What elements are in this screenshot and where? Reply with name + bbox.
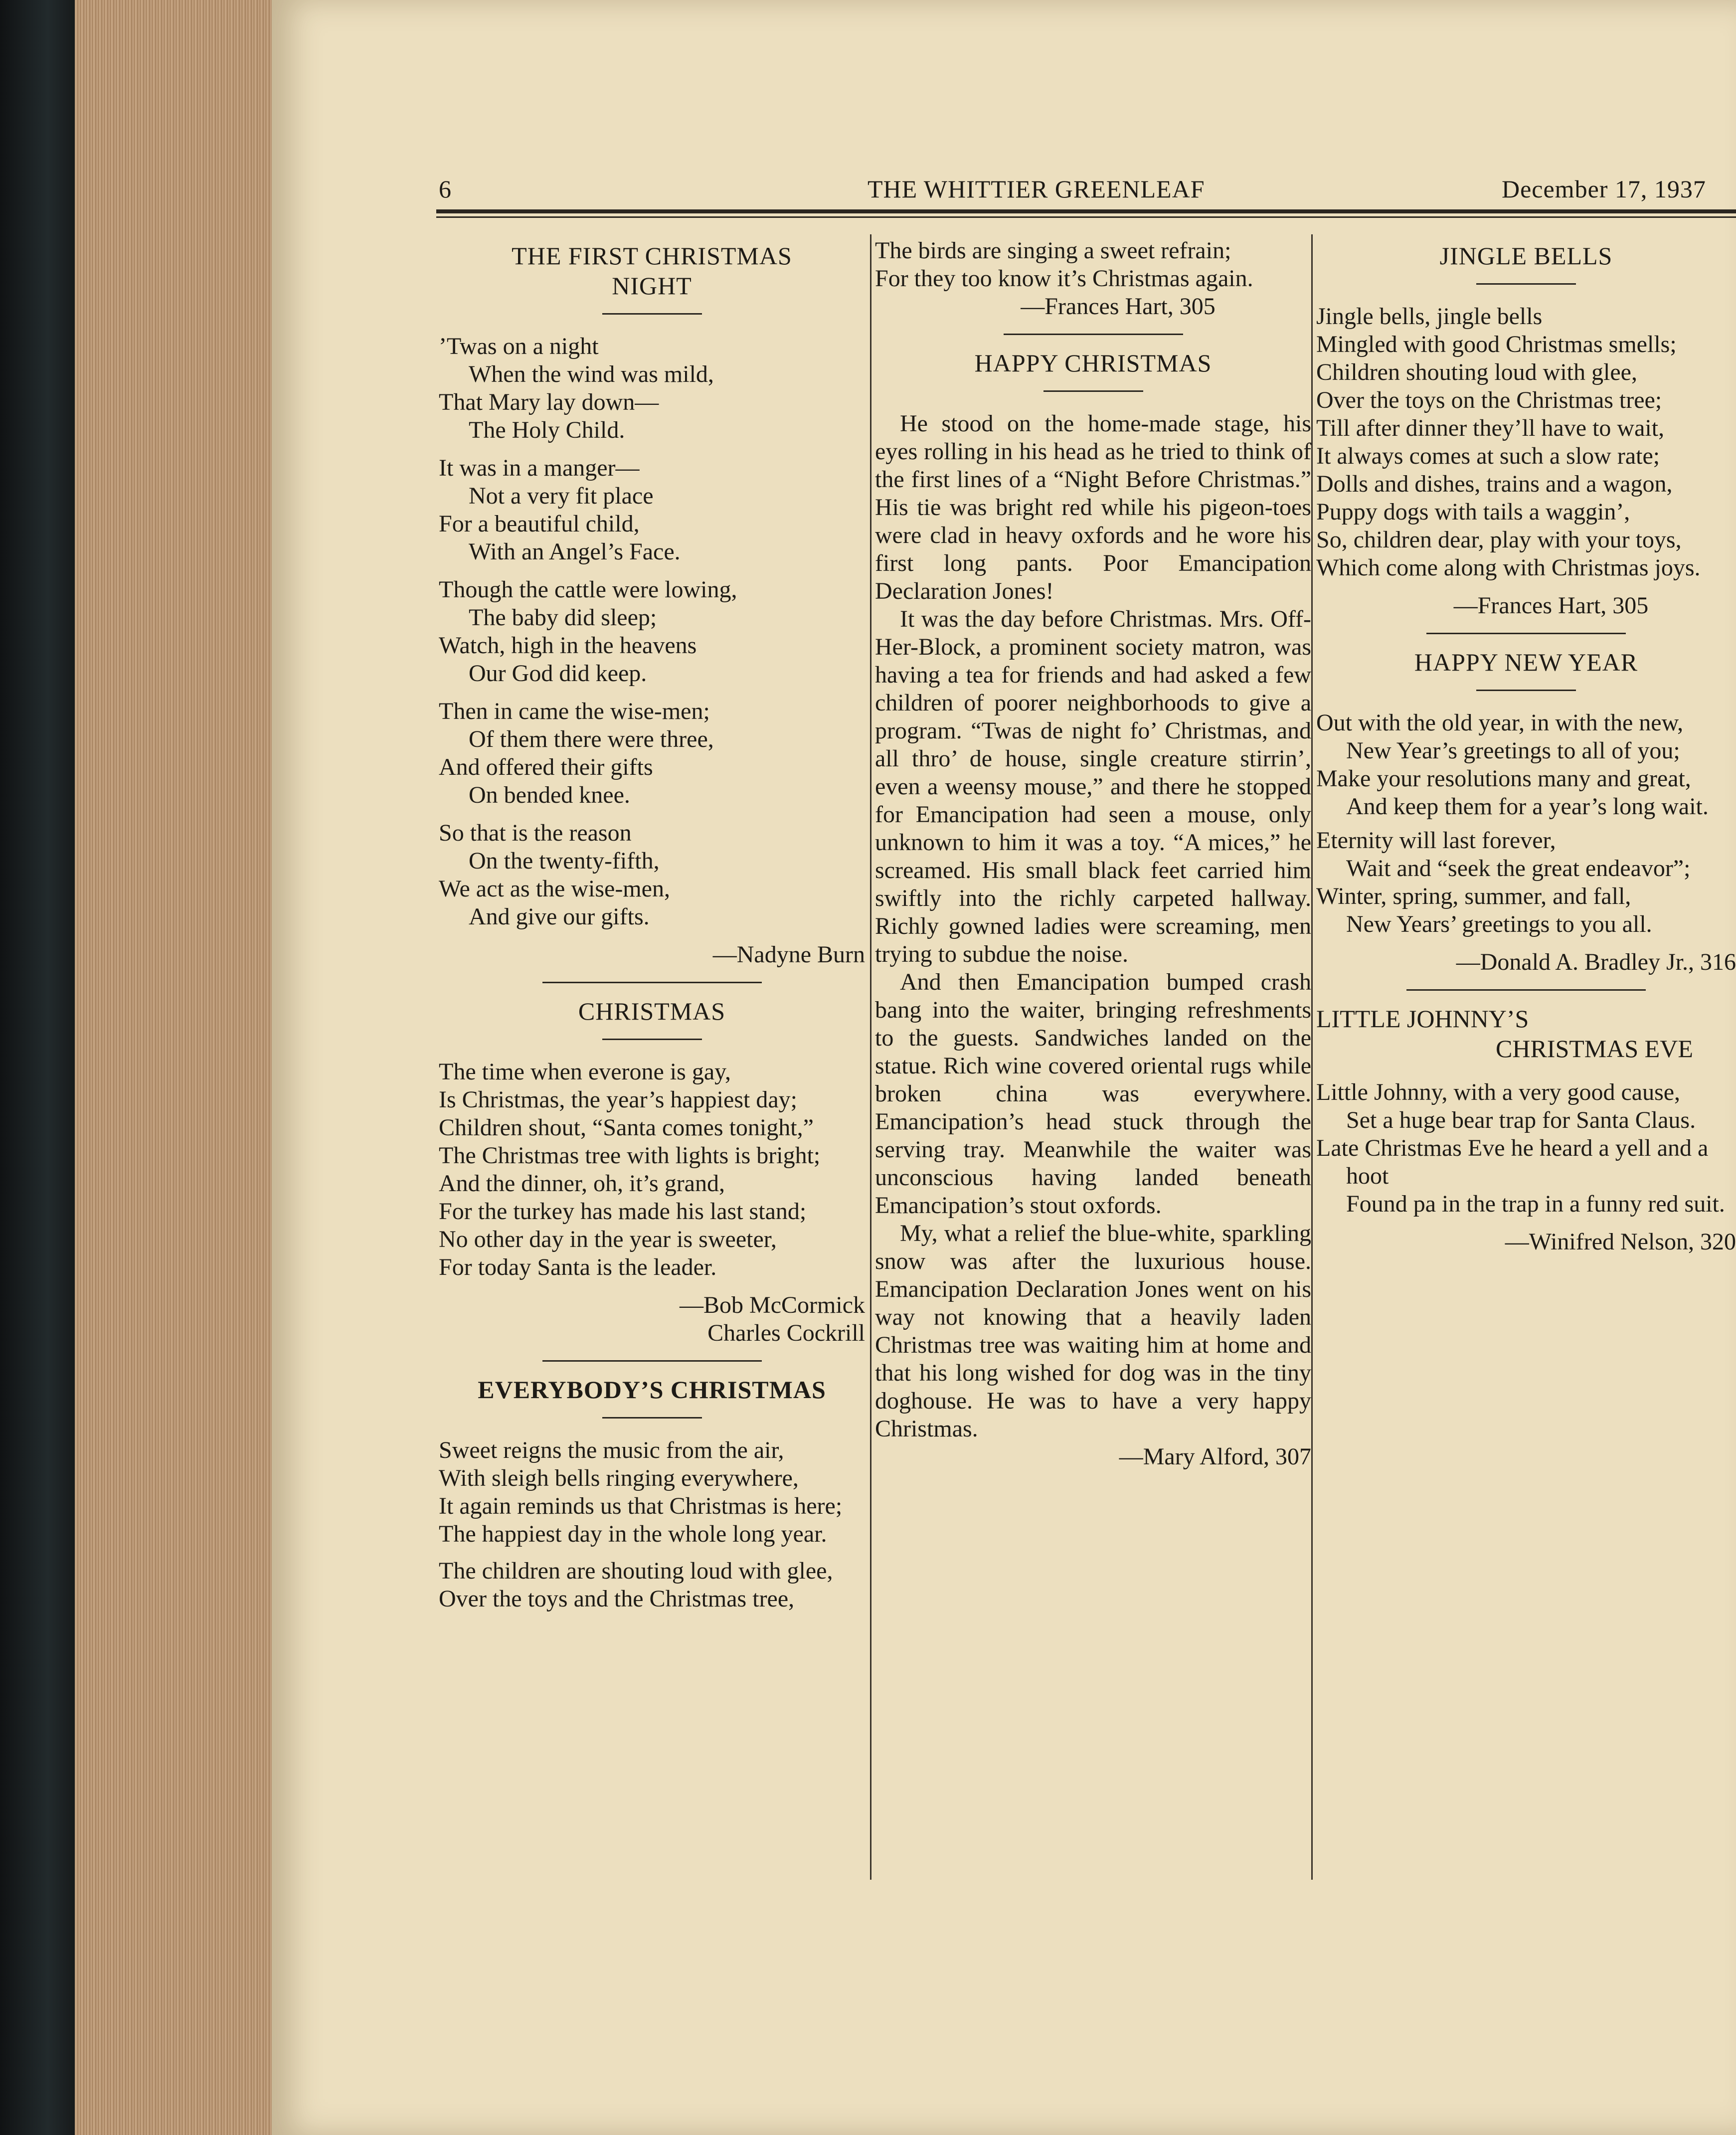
poem-line: Over the toys on the Christmas tree;: [1316, 387, 1662, 413]
poem-line: Late Christmas Eve he heard a yell and a hoot: [1316, 1135, 1709, 1189]
stanza: [439, 333, 865, 444]
stanza: [439, 819, 865, 931]
divider: [602, 1039, 702, 1040]
poem-line: On bended knee.: [469, 782, 630, 808]
poem-line: We act as the wise-men,: [439, 876, 670, 902]
poem-line: Mingled with good Christmas smells;: [1316, 331, 1677, 357]
poem-body: [1316, 709, 1736, 938]
poem-line: So that is the reason: [439, 820, 632, 846]
poem-line: Eternity will last forever,: [1316, 827, 1556, 854]
divider: [1043, 390, 1143, 392]
poem-line: Make your resolutions many and great,: [1316, 765, 1691, 792]
header-rule: [436, 209, 1736, 213]
divider: [1476, 690, 1576, 691]
poem-line: When the wind was mild,: [469, 361, 714, 387]
poem-title: EVERYBODY’S CHRISTMAS: [478, 1376, 826, 1404]
poem-line: It always comes at such a slow rate;: [1316, 443, 1660, 469]
poem-author: —Winifred Nelson, 320: [1505, 1229, 1736, 1255]
poem-line: New Years’ greetings to you all.: [1346, 911, 1652, 937]
poem-body: [439, 1436, 865, 1613]
poem-title: CHRISTMAS: [578, 997, 726, 1025]
poem-line: Though the cattle were lowing,: [439, 576, 737, 603]
poem-line: Dolls and dishes, trains and a wagon,: [1316, 471, 1673, 497]
story-paragraph: He stood on the home-made stage, his eyes rolling in his head as he tried to think of the first lines of a “Night Before Christmas.” His tie was bright red while his pigeon-toes were clad in heavy oxfords and he wore his first long pants. Poor Emancipation Declaration Jones!: [875, 410, 1311, 604]
separator: [1406, 989, 1646, 991]
separator: [542, 982, 762, 983]
page-header: [439, 175, 1736, 209]
poem-line: And the dinner, oh, it’s grand,: [439, 1170, 725, 1197]
stanza: [439, 576, 865, 688]
poem-author: Charles Cockrill: [707, 1320, 865, 1346]
poem-line: And give our gifts.: [469, 903, 650, 930]
poem-line: And keep them for a year’s long wait.: [1346, 793, 1709, 820]
column-divider: [1311, 234, 1313, 1880]
poem-body: [875, 237, 1311, 293]
poem-line: The happiest day in the whole long year.: [439, 1521, 827, 1547]
poem-line: Out with the old year, in with the new,: [1316, 710, 1684, 736]
poem-title: THE FIRST CHRISTMAS NIGHT: [512, 242, 792, 300]
poem-line: No other day in the year is sweeter,: [439, 1226, 777, 1252]
poem-body: [439, 1058, 865, 1281]
column-divider: [870, 234, 871, 1880]
poem-line: Sweet reigns the music from the air,: [439, 1437, 784, 1463]
poem-line: That Mary lay down—: [439, 389, 659, 415]
poem-line: Puppy dogs with tails a waggin’,: [1316, 499, 1630, 525]
story-body: [875, 410, 1311, 1443]
poem-line: It was in a manger—: [439, 455, 640, 481]
poem-line: With sleigh bells ringing everywhere,: [439, 1465, 799, 1491]
poem-line: Is Christmas, the year’s happiest day;: [439, 1086, 797, 1113]
poem-line: Found pa in the trap in a funny red suit.: [1346, 1191, 1725, 1217]
poem-line: For the turkey has made his last stand;: [439, 1198, 807, 1225]
story-title: HAPPY CHRISTMAS: [974, 349, 1212, 377]
page-edges: [75, 0, 272, 2135]
poem-line: ’Twas on a night: [439, 333, 599, 359]
divider: [602, 313, 702, 315]
divider: [602, 1417, 702, 1419]
page-number: 6: [439, 175, 452, 203]
divider: [1476, 283, 1576, 285]
story-paragraph: And then Emancipation bumped crash bang into the waiter, bringing refreshments to the guests. Sandwiches landed on the statue. Rich wine covered oriental rugs while broken china was everywhere. Emancipation’s head stuck through the serving tray. Meanwhile the waiter was unconscious having landed beneath Emancipation’s stout oxfords.: [875, 969, 1311, 1219]
header-rule-thin: [436, 216, 1736, 218]
poem-line: Children shouting loud with glee,: [1316, 359, 1637, 385]
poem-line: Over the toys and the Christmas tree,: [439, 1586, 795, 1612]
poem-line: Little Johnny, with a very good cause,: [1316, 1079, 1681, 1105]
poem-author: —Frances Hart, 305: [1021, 293, 1215, 320]
poem-line: Set a huge bear trap for Santa Claus.: [1346, 1107, 1696, 1133]
poem-line: So, children dear, play with your toys,: [1316, 527, 1682, 553]
issue-date: December 17, 1937: [1502, 175, 1706, 203]
poem-line: With an Angel’s Face.: [469, 538, 681, 565]
poem-line: The Holy Child.: [469, 417, 625, 443]
story-paragraph: My, what a relief the blue-white, sparkling snow was after the luxurious house. Emancipation Declaration Jones went on his way not knowing that a heavily laden Christmas tree was waiting him at home and that his long wished for dog was in the tiny doghouse. He was to have a very happy Christmas.: [875, 1220, 1311, 1442]
poem-line: Jingle bells, jingle bells: [1316, 303, 1543, 330]
stanza: [439, 454, 865, 566]
poem-author: —Donald A. Bradley Jr., 316: [1456, 949, 1736, 975]
story-paragraph: It was the day before Christmas. Mrs. Off-Her-Block, a prominent society matron, was having a tea for friends and had asked a few children of poorer neighborhoods to give a program. “Twas de night fo’ Christmas, and all thro’ de house, single creature stirrin’, even a weensy mouse,” and there he stopped for Emancipation had seen a mouse, only unknown to him it was a toy. “A mices,” he screamed. His small black feet carried him swiftly into the richly carpeted hallway. Richly gowned ladies were screaming, men trying to subdue the noise.: [875, 606, 1311, 967]
poem-line: Children shout, “Santa comes tonight,”: [439, 1114, 814, 1141]
poem-line: For they too know it’s Christmas again.: [875, 265, 1253, 292]
newspaper-title: THE WHITTIER GREENLEAF: [868, 175, 1205, 203]
poem-body: [1316, 1078, 1736, 1218]
poem-line: The time when everone is gay,: [439, 1059, 731, 1085]
poem-author: —Bob McCormick: [680, 1292, 865, 1318]
column-1: [439, 237, 865, 1613]
poem-line: Of them there were three,: [469, 726, 714, 752]
poem-line: On the twenty-fifth,: [469, 848, 660, 874]
poem-line: Wait and “seek the great endeavor”;: [1346, 855, 1691, 882]
poem-line: For a beautiful child,: [439, 511, 640, 537]
poem-author: —Frances Hart, 305: [1453, 592, 1649, 619]
stanza: [439, 698, 865, 809]
poem-line: Our God did keep.: [469, 660, 647, 687]
poem-line: The Christmas tree with lights is bright;: [439, 1142, 821, 1169]
poem-body: [1316, 303, 1736, 582]
column-3: [1316, 237, 1736, 1256]
poem-author: —Nadyne Burn: [712, 941, 865, 968]
poem-title: JINGLE BELLS: [1439, 242, 1613, 270]
poem-line: Winter, spring, summer, and fall,: [1316, 883, 1631, 909]
poem-title: LITTLE JOHNNY’S CHRISTMAS EVE: [1316, 1005, 1693, 1063]
poem-line: The birds are singing a sweet refrain;: [875, 237, 1231, 264]
poem-line: Then in came the wise-men;: [439, 698, 710, 724]
poem-line: Watch, high in the heavens: [439, 632, 697, 659]
column-2: [875, 237, 1311, 1471]
poem-line: And offered their gifts: [439, 754, 653, 780]
separator: [1004, 334, 1183, 335]
poem-line: The children are shouting loud with glee,: [439, 1558, 833, 1584]
poem-line: The baby did sleep;: [469, 604, 657, 631]
separator: [542, 1360, 762, 1362]
poem-line: For today Santa is the leader.: [439, 1254, 717, 1280]
poem-line: Which come along with Christmas joys.: [1316, 554, 1701, 581]
poem-title: HAPPY NEW YEAR: [1414, 648, 1638, 676]
poem-line: Till after dinner they’ll have to wait,: [1316, 415, 1665, 441]
poem-line: It again reminds us that Christmas is here;: [439, 1493, 843, 1519]
poem-line: Not a very fit place: [469, 483, 654, 509]
separator: [1426, 633, 1626, 634]
poem-body: [439, 333, 865, 931]
poem-line: New Year’s greetings to all of you;: [1346, 737, 1680, 764]
story-author: —Mary Alford, 307: [1119, 1443, 1311, 1470]
book-spine: [0, 0, 80, 2135]
